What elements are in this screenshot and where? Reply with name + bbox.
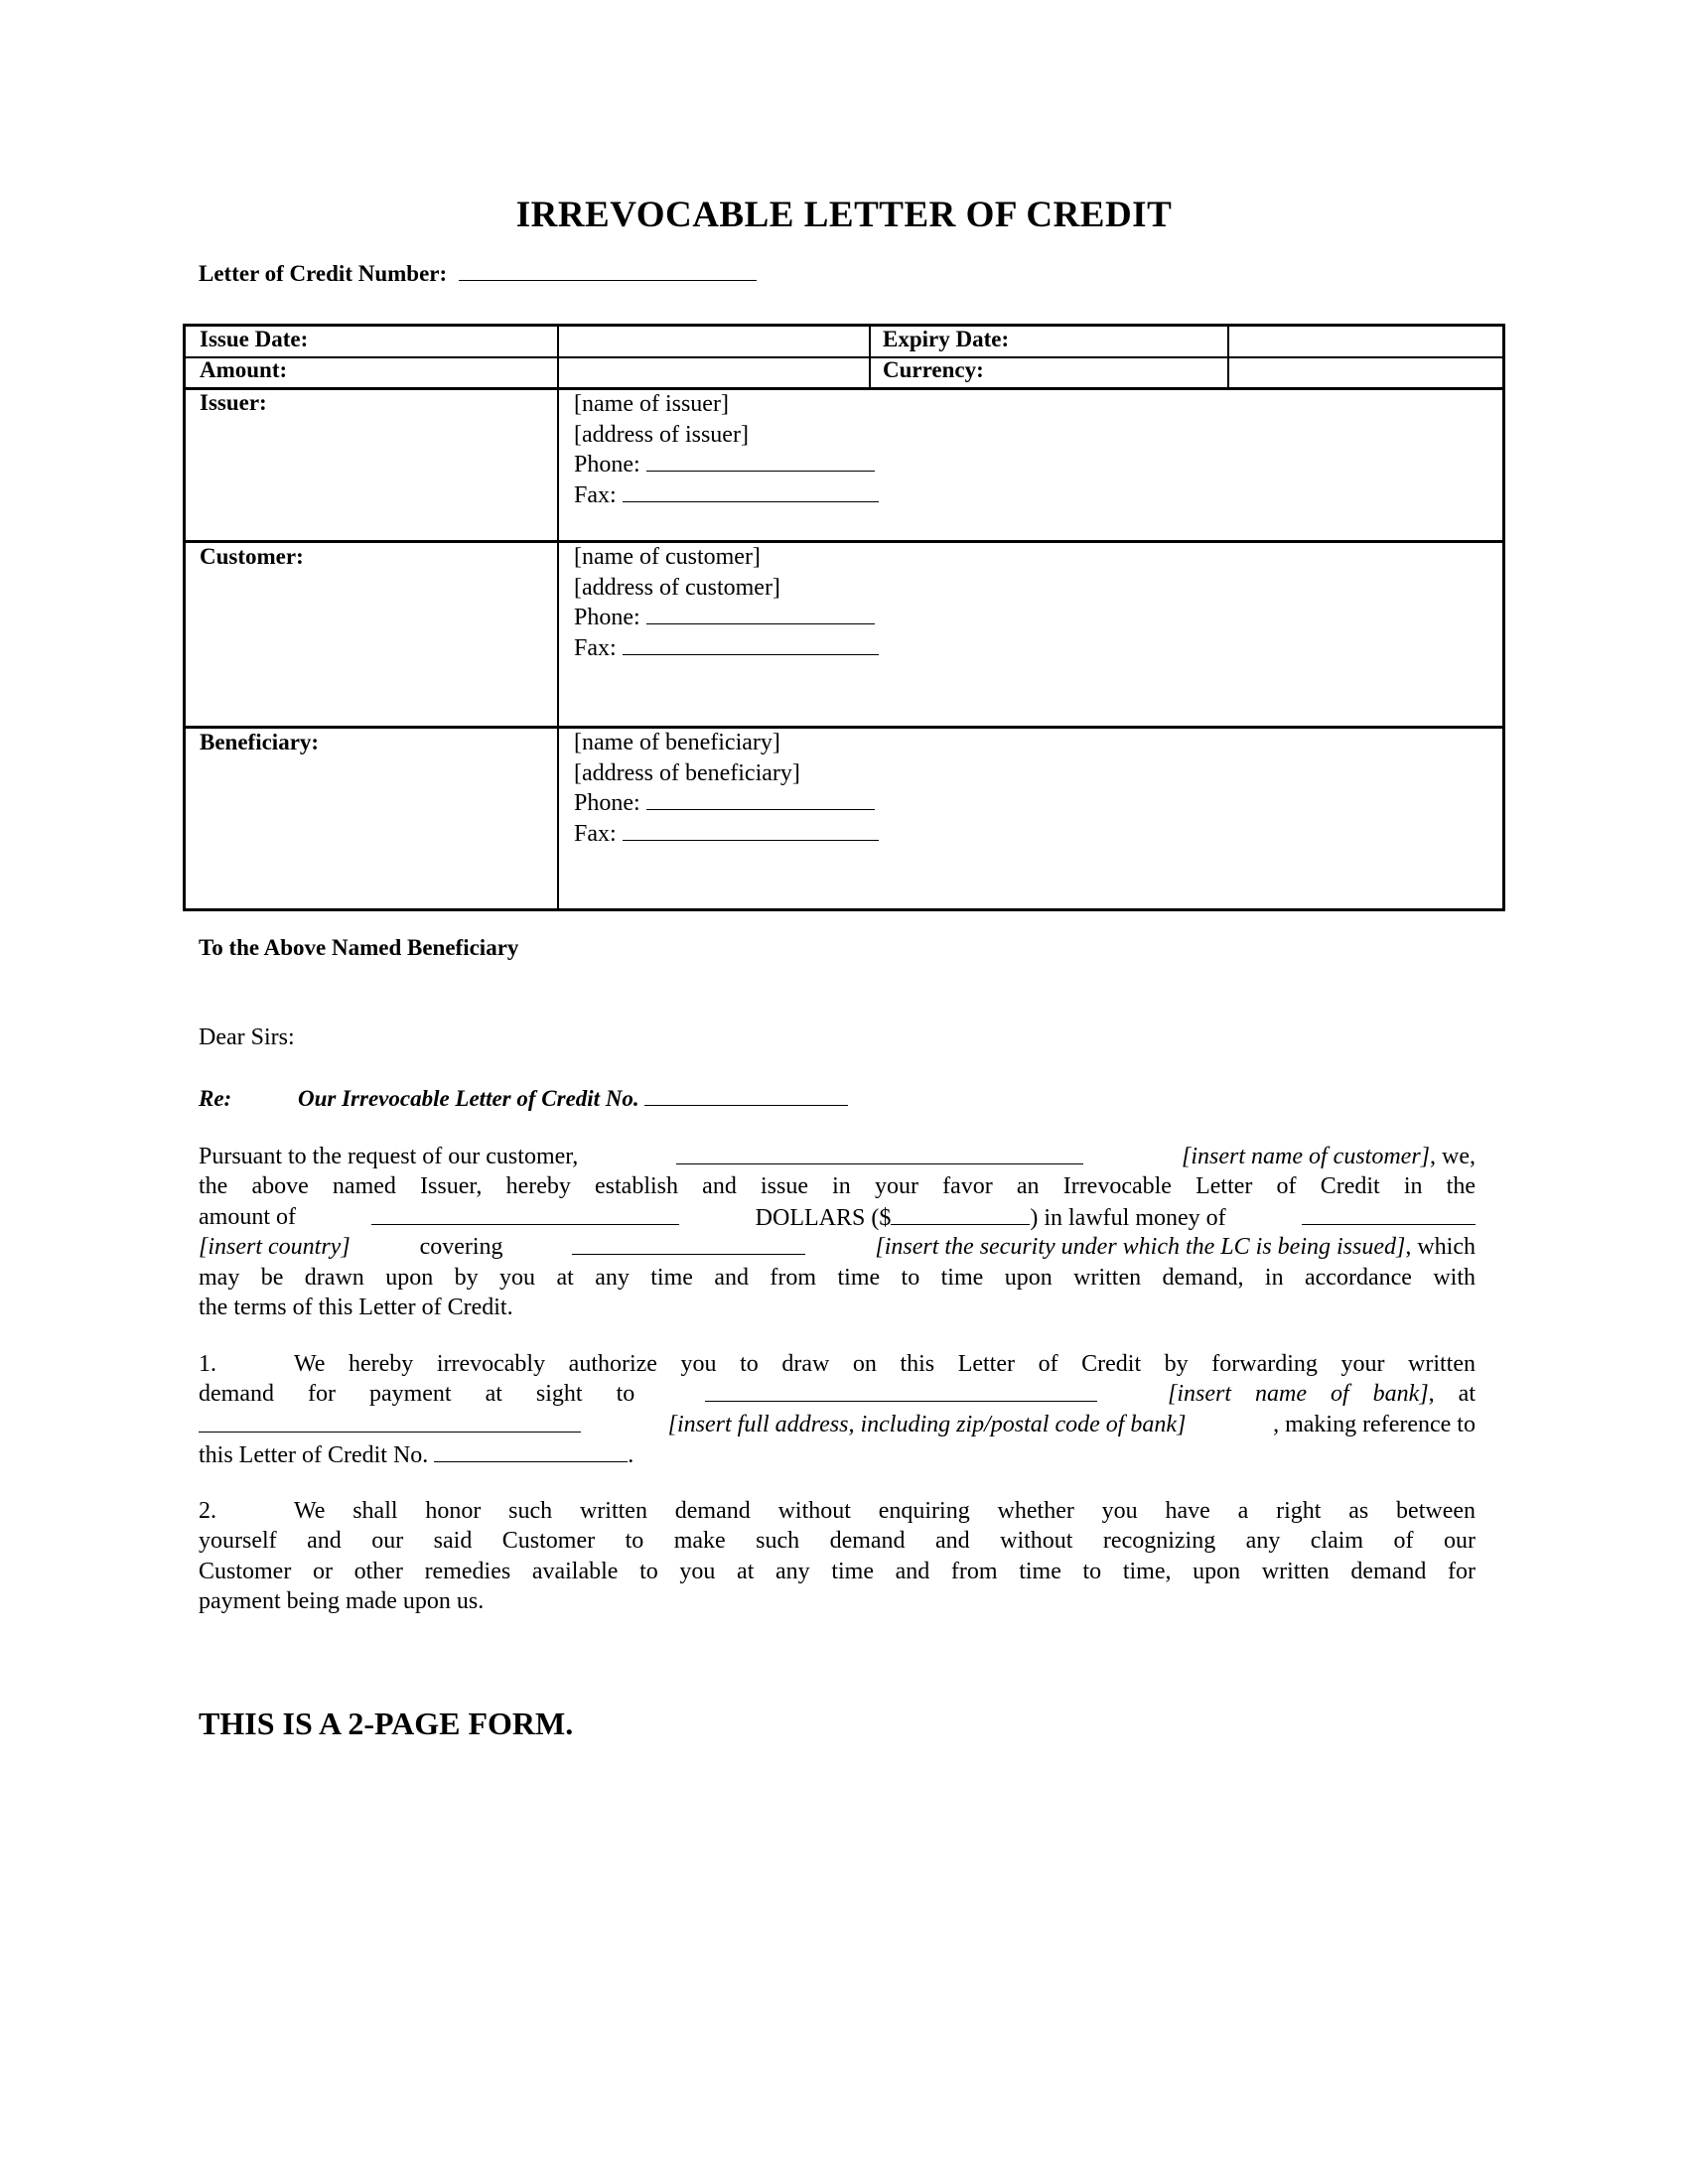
table-divider	[1227, 324, 1229, 389]
text: the terms of this Letter of Credit.	[199, 1295, 513, 1320]
clause-2-line-4	[199, 1588, 1476, 1615]
placeholder-hint: [insert name of bank]	[1168, 1381, 1429, 1407]
issuer-label: Issuer:	[200, 390, 267, 415]
beneficiary-name: [name of beneficiary]	[574, 730, 780, 755]
placeholder-hint: [insert the security under which the LC is being issued]	[875, 1234, 1406, 1260]
issuer-name: [name of issuer]	[574, 391, 729, 417]
fax-label: Fax:	[574, 481, 617, 508]
text: Customer or other remedies available to you at any time and from time to time, upon written demand for	[199, 1559, 1476, 1584]
text: covering	[419, 1234, 503, 1260]
issue-date-label: Issue Date:	[200, 327, 309, 351]
text	[1182, 1144, 1476, 1170]
phone-label: Phone:	[574, 790, 640, 816]
placeholder-hint: [insert full address, including zip/postal code of bank]	[667, 1412, 1187, 1437]
clause-2-line-3	[199, 1559, 1476, 1585]
table-divider	[869, 324, 871, 389]
text: , making reference to	[1273, 1412, 1476, 1437]
beneficiary-phone-blank[interactable]	[646, 789, 875, 810]
table-border-left	[183, 324, 186, 911]
intro-line-2	[199, 1173, 1476, 1200]
expiry-date-label: Expiry Date:	[883, 327, 1010, 351]
text: We hereby irrevocably authorize you to draw on this Letter of Credit by forwarding your written	[294, 1351, 1476, 1377]
customer-address: [address of customer]	[574, 574, 780, 601]
text: the above named Issuer, hereby establish and issue in your favor an Irrevocable Letter of Credit in the	[199, 1173, 1476, 1199]
issuer-fax-blank[interactable]	[623, 481, 879, 502]
re-lc-number-blank[interactable]	[644, 1085, 848, 1106]
phone-label: Phone:	[574, 452, 640, 478]
text	[875, 1234, 1476, 1261]
text: We shall honor such written demand without enquiring whether you have a right as between	[294, 1498, 1476, 1524]
text: Pursuant to the request of our customer,	[199, 1144, 579, 1169]
amount-value[interactable]	[560, 358, 868, 387]
lc-number-field	[199, 260, 757, 287]
clause-1-line-4	[199, 1441, 1476, 1469]
text	[756, 1204, 1226, 1232]
text: .	[628, 1442, 634, 1468]
beneficiary-fax-blank[interactable]	[623, 820, 879, 841]
phone-label: Phone:	[574, 605, 640, 630]
lc-details-table	[183, 324, 1505, 911]
intro-line-6	[199, 1295, 1476, 1321]
re-subject	[298, 1084, 848, 1115]
customer-phone	[574, 603, 879, 633]
table-border-bottom	[183, 908, 1505, 911]
text: amount of	[199, 1204, 296, 1230]
text: this Letter of Credit No.	[199, 1442, 429, 1468]
customer-name-blank[interactable]	[676, 1144, 1083, 1164]
amount-label: Amount:	[200, 357, 288, 382]
text: ) in lawful money of	[1030, 1205, 1226, 1231]
customer-label: Customer:	[200, 544, 304, 569]
text: , we,	[1430, 1144, 1476, 1169]
text: , which	[1405, 1234, 1476, 1260]
re-label: Re:	[199, 1086, 232, 1111]
customer-fax-blank[interactable]	[623, 634, 879, 655]
text: yourself and our said Customer to make such demand and without recognizing any claim of our	[199, 1528, 1476, 1554]
security-blank[interactable]	[572, 1234, 805, 1255]
country-blank[interactable]	[1302, 1204, 1476, 1225]
bank-address-blank[interactable]	[199, 1412, 581, 1433]
salutation: Dear Sirs:	[199, 1024, 295, 1050]
beneficiary-details	[574, 728, 879, 849]
clause-1-line-3	[199, 1412, 1476, 1438]
beneficiary-fax	[574, 819, 879, 850]
beneficiary-address: [address of beneficiary]	[574, 759, 800, 786]
clause-lc-number-blank[interactable]	[434, 1441, 628, 1462]
issuer-address: [address of issuer]	[574, 421, 749, 448]
bank-name-blank[interactable]	[705, 1381, 1097, 1402]
lc-number-blank[interactable]	[459, 260, 757, 281]
text: DOLLARS ($	[755, 1205, 892, 1231]
amount-figure-blank[interactable]	[891, 1204, 1030, 1225]
table-divider	[557, 324, 559, 911]
currency-value[interactable]	[1230, 358, 1501, 387]
beneficiary-phone	[574, 788, 879, 819]
placeholder-hint: [insert name of customer]	[1182, 1144, 1430, 1169]
intro-line-1	[199, 1144, 1476, 1170]
issue-date-value[interactable]	[560, 327, 868, 356]
customer-phone-blank[interactable]	[646, 604, 875, 624]
lc-number-label: Letter of Credit Number:	[199, 261, 448, 286]
customer-name: [name of customer]	[574, 544, 761, 570]
placeholder-hint: [insert country]	[199, 1234, 351, 1260]
text: demand for payment at sight to	[199, 1381, 635, 1407]
text: , at	[1428, 1381, 1476, 1407]
intro-line-5	[199, 1265, 1476, 1292]
amount-words-blank[interactable]	[371, 1204, 679, 1225]
addressee: To the Above Named Beneficiary	[199, 935, 519, 960]
text: may be drawn upon by you at any time and from time to time upon written demand, in accordance with	[199, 1265, 1476, 1291]
table-border-right	[1502, 324, 1505, 911]
customer-fax	[574, 633, 879, 664]
customer-details	[574, 542, 879, 663]
currency-label: Currency:	[883, 357, 984, 382]
beneficiary-label: Beneficiary:	[200, 730, 320, 754]
intro-line-4	[199, 1234, 1476, 1261]
text: payment being made upon us.	[199, 1588, 485, 1614]
page-count-notice: THIS IS A 2-PAGE FORM.	[199, 1706, 574, 1741]
issuer-phone	[574, 450, 879, 480]
clause-2-line-2	[199, 1528, 1476, 1555]
text	[1168, 1381, 1476, 1408]
clause-number: 2.	[199, 1498, 216, 1524]
fax-label: Fax:	[574, 820, 617, 847]
issuer-details	[574, 389, 879, 510]
fax-label: Fax:	[574, 634, 617, 661]
clause-number: 1.	[199, 1351, 216, 1377]
intro-line-3	[199, 1204, 1476, 1232]
expiry-date-value[interactable]	[1230, 327, 1501, 356]
clause-1-line-2	[199, 1381, 1476, 1408]
re-line	[199, 1084, 231, 1115]
re-text: Our Irrevocable Letter of Credit No.	[298, 1086, 639, 1111]
document-title: IRREVOCABLE LETTER OF CREDIT	[515, 195, 1173, 235]
issuer-phone-blank[interactable]	[646, 451, 875, 472]
issuer-fax	[574, 480, 879, 511]
